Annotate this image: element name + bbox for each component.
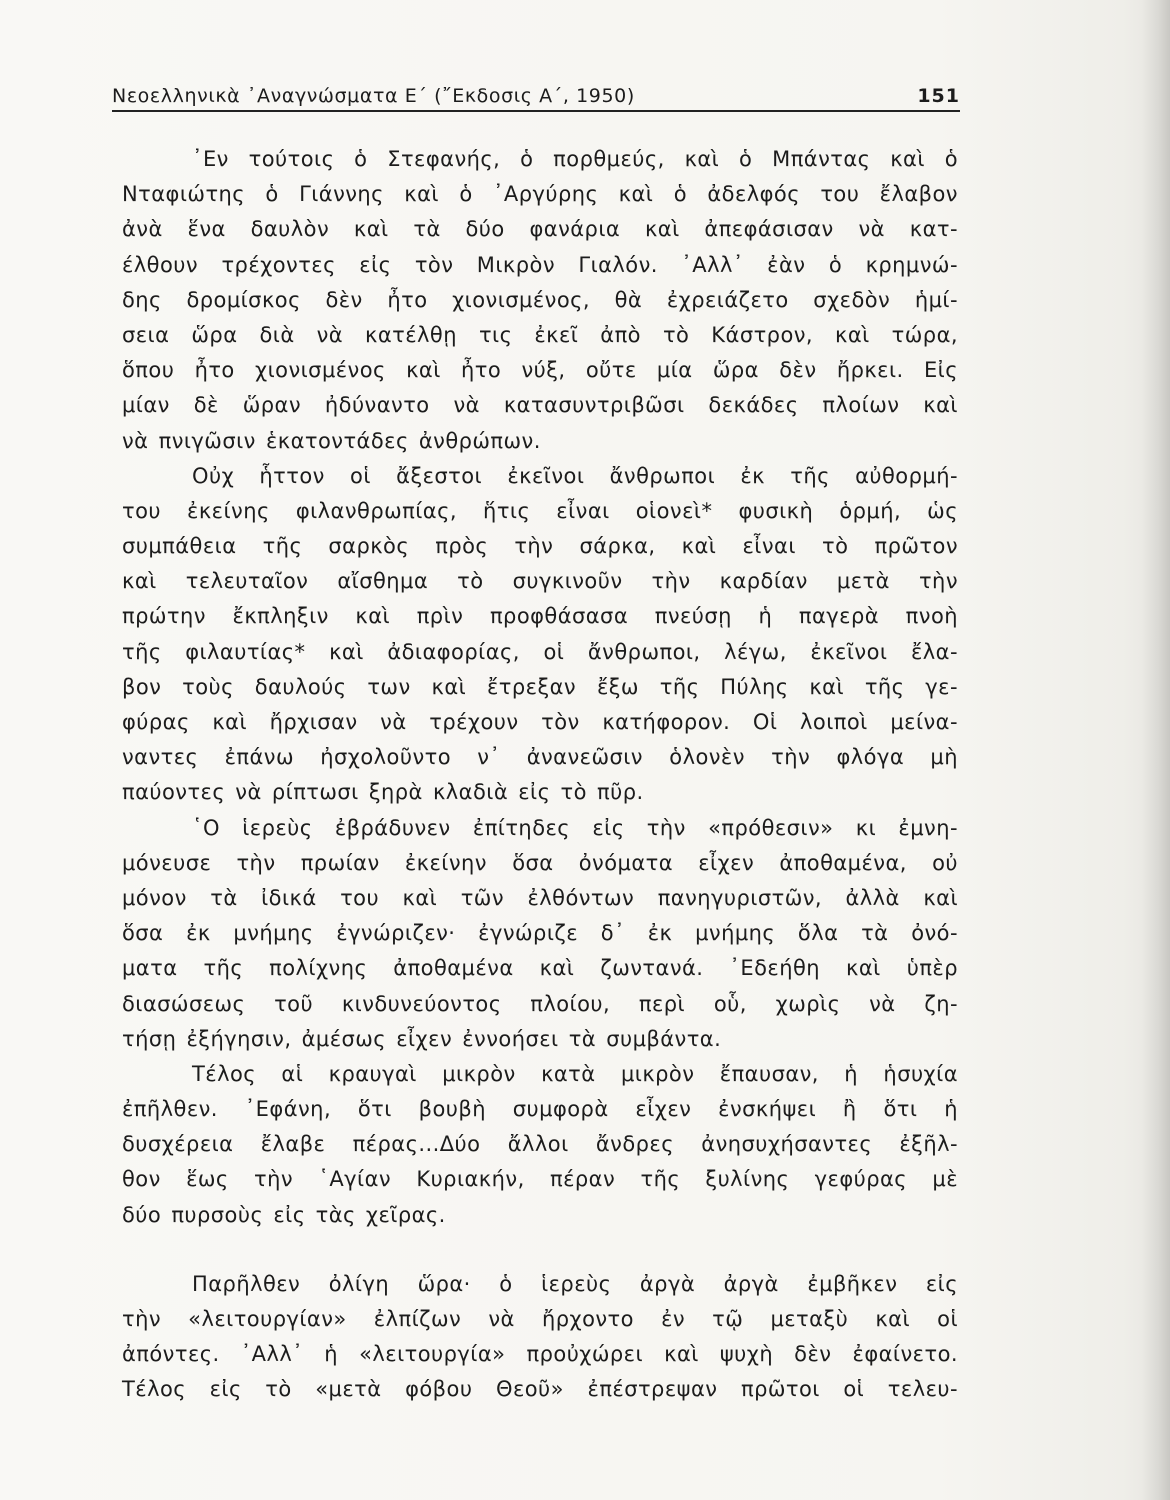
text-line: τὴν «λειτουργίαν» ἐλπίζων νὰ ἤρχοντο ἐν τῷ μεταξὺ καὶ οἱ — [122, 1307, 958, 1331]
text-line: ἐπῆλθεν. ᾿Εφάνη, ὅτι βουβὴ συμφορὰ εἶχεν ἐνσκήψει ἢ ὅτι ἡ — [122, 1097, 958, 1122]
text-line: καὶ τελευταῖον αἴσθημα τὸ συγκινοῦν τὴν καρδίαν μετὰ τὴν — [122, 569, 958, 594]
text-line: Οὐχ ἧττον οἱ ἄξεστοι ἐκεῖνοι ἄνθρωποι ἐκ τῆς αὐθορμή- — [192, 463, 958, 488]
text-line: θον ἕως τὴν ῾Αγίαν Κυριακήν, πέραν τῆς ξυλίνης γεφύρας μὲ — [122, 1167, 958, 1192]
text-line: ᾿Εν τούτοις ὁ Στεφανής, ὁ πορθμεύς, καὶ ὁ Μπάντας καὶ ὁ — [192, 147, 958, 171]
text-line: μόνον τὰ ἰδικά του καὶ τῶν ἐλθόντων πανηγυριστῶν, ἀλλὰ καὶ — [122, 885, 958, 910]
page-number: 151 — [917, 85, 960, 107]
text-line: παύοντες νὰ ρίπτωσι ξηρὰ κλαδιὰ εἰς τὸ πῦρ. — [122, 780, 644, 805]
paragraph — [122, 1057, 958, 1233]
text-line: φύρας καὶ ἤρχισαν νὰ τρέχουν τὸν κατήφορον. Οἱ λοιποὶ μείνα- — [122, 710, 958, 734]
text-line: διασώσεως τοῦ κινδυνεύοντος πλοίου, περὶ οὗ, χωρὶς νὰ ζη- — [122, 991, 958, 1016]
text-line: ὅσα ἐκ μνήμης ἐγνώριζεν· ἐγνώριζε δ᾿ ἐκ μνήμης ὅλα τὰ ὀνό- — [122, 921, 958, 946]
text-line: πρώτην ἔκπληξιν καὶ πρὶν προφθάσασα πνεύσῃ ἡ παγερὰ πνοὴ — [122, 604, 958, 629]
text-line: δυσχέρεια ἔλαβε πέρας...Δύο ἄλλοι ἄνδρες ἀνησυχήσαντες ἐξῆλ- — [122, 1132, 958, 1157]
paragraph — [122, 142, 958, 459]
text-line: νὰ πνιγῶσιν ἑκατοντάδες ἀνθρώπων. — [122, 428, 541, 453]
page-edge-shadow — [1142, 0, 1170, 1500]
paragraph — [122, 811, 958, 1057]
text-line: δύο πυρσοὺς εἰς τὰς χεῖρας. — [122, 1202, 446, 1227]
text-line: Νταφιώτης ὁ Γιάννης καὶ ὁ ᾿Αργύρης καὶ ὁ ἀδελφός του ἔλαβον — [122, 182, 958, 207]
text-line: Τέλος εἰς τὸ «μετὰ φόβου Θεοῦ» ἐπέστρεψαν πρῶτοι οἱ τελευ- — [122, 1377, 958, 1402]
text-line: έλθουν τρέχοντες εἰς τὸν Μικρὸν Γιαλόν. ᾿Αλλ᾿ ἐὰν ὁ κρημνώ- — [122, 252, 958, 277]
text-line: Τέλος αἱ κραυγαὶ μικρὸν κατὰ μικρὸν ἔπαυσαν, ἡ ἡσυχία — [192, 1061, 958, 1086]
running-header — [112, 82, 960, 112]
section-gap — [122, 1233, 958, 1267]
paragraph — [122, 459, 958, 811]
text-line: ματα τῆς πολίχνης ἀποθαμένα καὶ ζωντανά. ᾿Εδεήθη καὶ ὑπὲρ — [122, 956, 958, 981]
text-line: Παρῆλθεν ὀλίγη ὥρα· ὁ ἱερεὺς ἀργὰ ἀργὰ ἐμβῆκεν εἰς — [192, 1271, 958, 1296]
text-line: δης δρομίσκος δὲν ἦτο χιονισμένος, θὰ ἐχρειάζετο σχεδὸν ἡμί- — [122, 287, 958, 312]
text-line: μίαν δὲ ὥραν ἠδύναντο νὰ κατασυντριβῶσι δεκάδες πλοίων καὶ — [122, 393, 958, 418]
text-line: ἀπόντες. ᾿Αλλ᾿ ἡ «λειτουργία» προὐχώρει καὶ ψυχὴ δὲν ἐφαίνετο. — [122, 1342, 958, 1367]
text-line: σεια ὥρα διὰ νὰ κατέλθῃ τις ἐκεῖ ἀπὸ τὸ Κάστρον, καὶ τώρα, — [122, 322, 958, 347]
text-line: συμπάθεια τῆς σαρκὸς πρὸς τὴν σάρκα, καὶ εἶναι τὸ πρῶτον — [122, 534, 958, 559]
text-line: ναντες ἐπάνω ἠσχολοῦντο ν᾿ ἀνανεῶσιν ὁλονὲν τὴν φλόγα μὴ — [122, 745, 958, 770]
header-title: Νεοελληνικὰ ᾿Αναγνώσματα Ε΄ (῎Εκδοσις Α΄, 1950) — [112, 85, 635, 107]
body-text — [122, 142, 958, 1408]
text-line: μόνευσε τὴν πρωίαν ἐκείνην ὅσα ὀνόματα εἶχεν ἀποθαμένα, οὐ — [122, 850, 958, 875]
text-line: ῾Ο ἱερεὺς ἐβράδυνεν ἐπίτηδες εἰς τὴν «πρόθεσιν» κι ἐμνη- — [192, 815, 958, 840]
paragraph — [122, 1267, 958, 1408]
text-line: του ἐκείνης φιλανθρωπίας, ἥτις εἶναι οἱονεὶ* φυσικὴ ὁρμή, ὡς — [122, 498, 958, 523]
text-line: τῆς φιλαυτίας* καὶ ἀδιαφορίας, οἱ ἄνθρωποι, λέγω, ἐκεῖνοι ἔλα- — [122, 639, 958, 664]
text-line: τήσῃ ἐξήγησιν, ἀμέσως εἶχεν ἐννοήσει τὰ συμβάντα. — [122, 1026, 722, 1051]
text-line: ἀνὰ ἕνα δαυλὸν καὶ τὰ δύο φανάρια καὶ ἀπεφάσισαν νὰ κατ- — [122, 217, 958, 242]
text-line: ὅπου ἦτο χιονισμένος καὶ ἦτο νύξ, οὔτε μία ὥρα δὲν ἤρκει. Εἰς — [122, 358, 958, 383]
text-line: βον τοὺς δαυλούς των καὶ ἔτρεξαν ἔξω τῆς Πύλης καὶ τῆς γε- — [122, 674, 958, 699]
